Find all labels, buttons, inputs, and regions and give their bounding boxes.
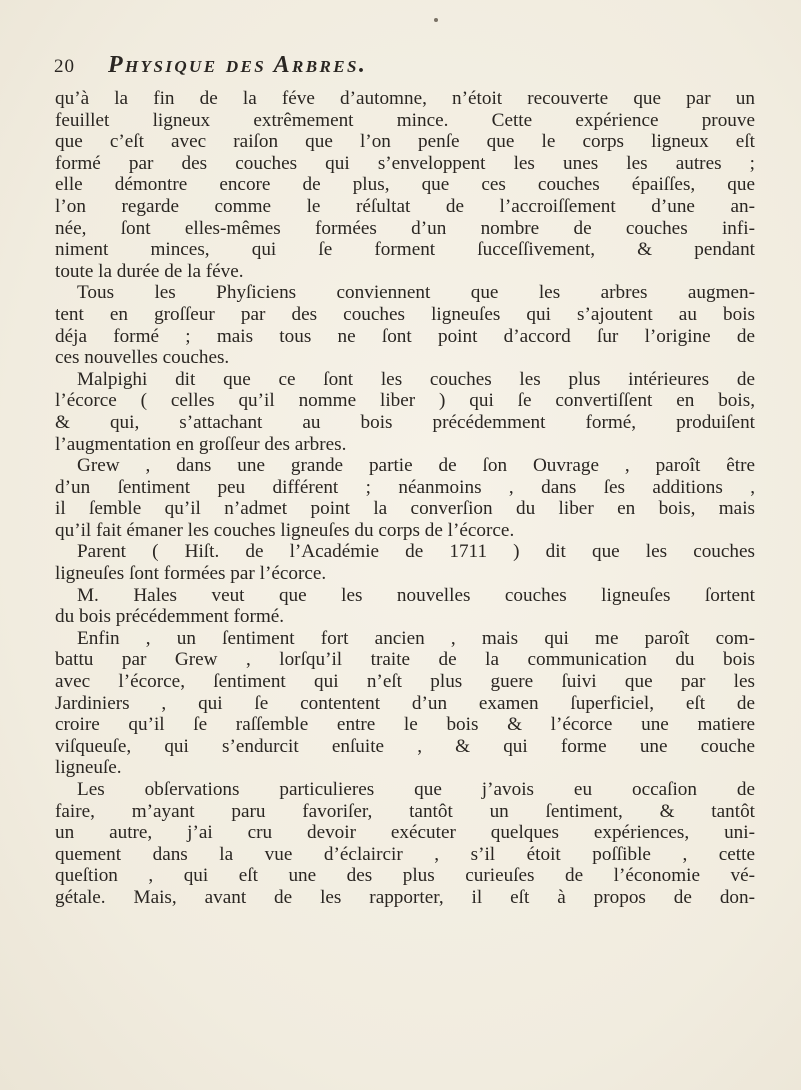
text-line: formé par des couches qui s’enveloppent les unes les autres ;: [55, 152, 755, 174]
text-line: déja formé ; mais tous ne ſont point d’accord ſur l’origine de: [55, 325, 755, 347]
body-text: [55, 88, 755, 909]
text-line: quement dans la vue d’éclaircir , s’il étoit poſſible , cette: [55, 843, 755, 865]
text-line: M. Hales veut que les nouvelles couches ligneuſes ſortent: [77, 584, 755, 606]
text-line: ligneuſes ſont formées par l’écorce.: [55, 563, 327, 585]
text-line: du bois précédemment formé.: [55, 606, 285, 628]
text-line: viſqueuſe, qui s’endurcit enſuite , & qui forme une couche: [55, 735, 755, 757]
text-line: ligneuſe.: [55, 757, 122, 779]
text-line: Les obſervations particulieres que j’avois eu occaſion de: [77, 779, 755, 800]
text-line: qu’il fait émaner les couches ligneuſes du corps de l’écorce.: [55, 519, 515, 541]
text-line: elle démontre encore de plus, que ces couches épaiſſes, que: [55, 174, 755, 196]
text-line: l’augmentation en groſſeur des arbres.: [55, 433, 347, 455]
page-header: [54, 52, 754, 86]
text-line: avec l’écorce, ſentiment qui n’eſt plus guere ſuivi que par les: [55, 671, 755, 693]
text-line: l’écorce ( celles qu’il nomme liber ) qui ſe convertiſſent en bois,: [55, 390, 755, 412]
running-title: Physique des Arbres.: [108, 52, 368, 78]
text-line: niment minces, qui ſe forment ſucceſſivement, & pendant: [55, 239, 755, 261]
text-line: née, ſont elles-mêmes formées d’un nombre de couches infi-: [55, 217, 755, 239]
text-line: gétale. Mais, avant de les rapporter, il eſt à propos de don-: [55, 886, 755, 908]
text-line: Tous les Phyſiciens conviennent que les arbres augmen-: [77, 282, 755, 304]
text-line: Malpighi dit que ce ſont les couches les plus intérieures de: [77, 368, 755, 390]
text-line: battu par Grew , lorſqu’il traite de la communication du bois: [55, 649, 755, 671]
text-line: il ſemble qu’il n’admet point la converſion du liber en bois, mais: [55, 498, 755, 520]
text-line: faire, m’ayant paru favoriſer, tantôt un ſentiment, & tantôt: [55, 800, 755, 822]
text-line: l’on regarde comme le réſultat de l’accroiſſement d’une an-: [55, 195, 755, 217]
text-line: ces nouvelles couches.: [55, 347, 230, 369]
text-line: croire qu’il ſe raſſemble entre le bois & l’écorce une matiere: [55, 714, 755, 736]
text-line: feuillet ligneux extrêmement mince. Cette expérience prouve: [55, 109, 755, 131]
text-line: Jardiniers , qui ſe contentent d’un examen ſuperficiel, eſt de: [55, 692, 755, 714]
text-line: Enfin , un ſentiment fort ancien , mais qui me paroît com-: [77, 627, 755, 649]
ink-speck: [434, 18, 438, 22]
text-line: que c’eſt avec raiſon que l’on penſe que le corps ligneux eſt: [55, 131, 755, 153]
text-line: queſtion , qui eſt une des plus curieuſes de l’économie vé-: [55, 865, 755, 887]
page-number: 20: [54, 56, 75, 77]
text-line: toute la durée de la féve.: [55, 260, 244, 282]
text-line: tent en groſſeur par des couches ligneuſes qui s’ajoutent au bois: [55, 303, 755, 325]
text-line: Grew , dans une grande partie de ſon Ouvrage , paroît être: [77, 455, 755, 477]
text-line: Parent ( Hiſt. de l’Académie de 1711 ) dit que les couches: [77, 541, 755, 563]
text-line: d’un ſentiment peu différent ; néanmoins , dans ſes additions ,: [55, 476, 755, 498]
text-line: un autre, j’ai cru devoir exécuter quelques expériences, uni-: [55, 822, 755, 844]
text-line: & qui, s’attachant au bois précédemment formé, produiſent: [55, 411, 755, 433]
text-line: qu’à la fin de la féve d’automne, n’étoit recouverte que par un: [55, 88, 755, 109]
